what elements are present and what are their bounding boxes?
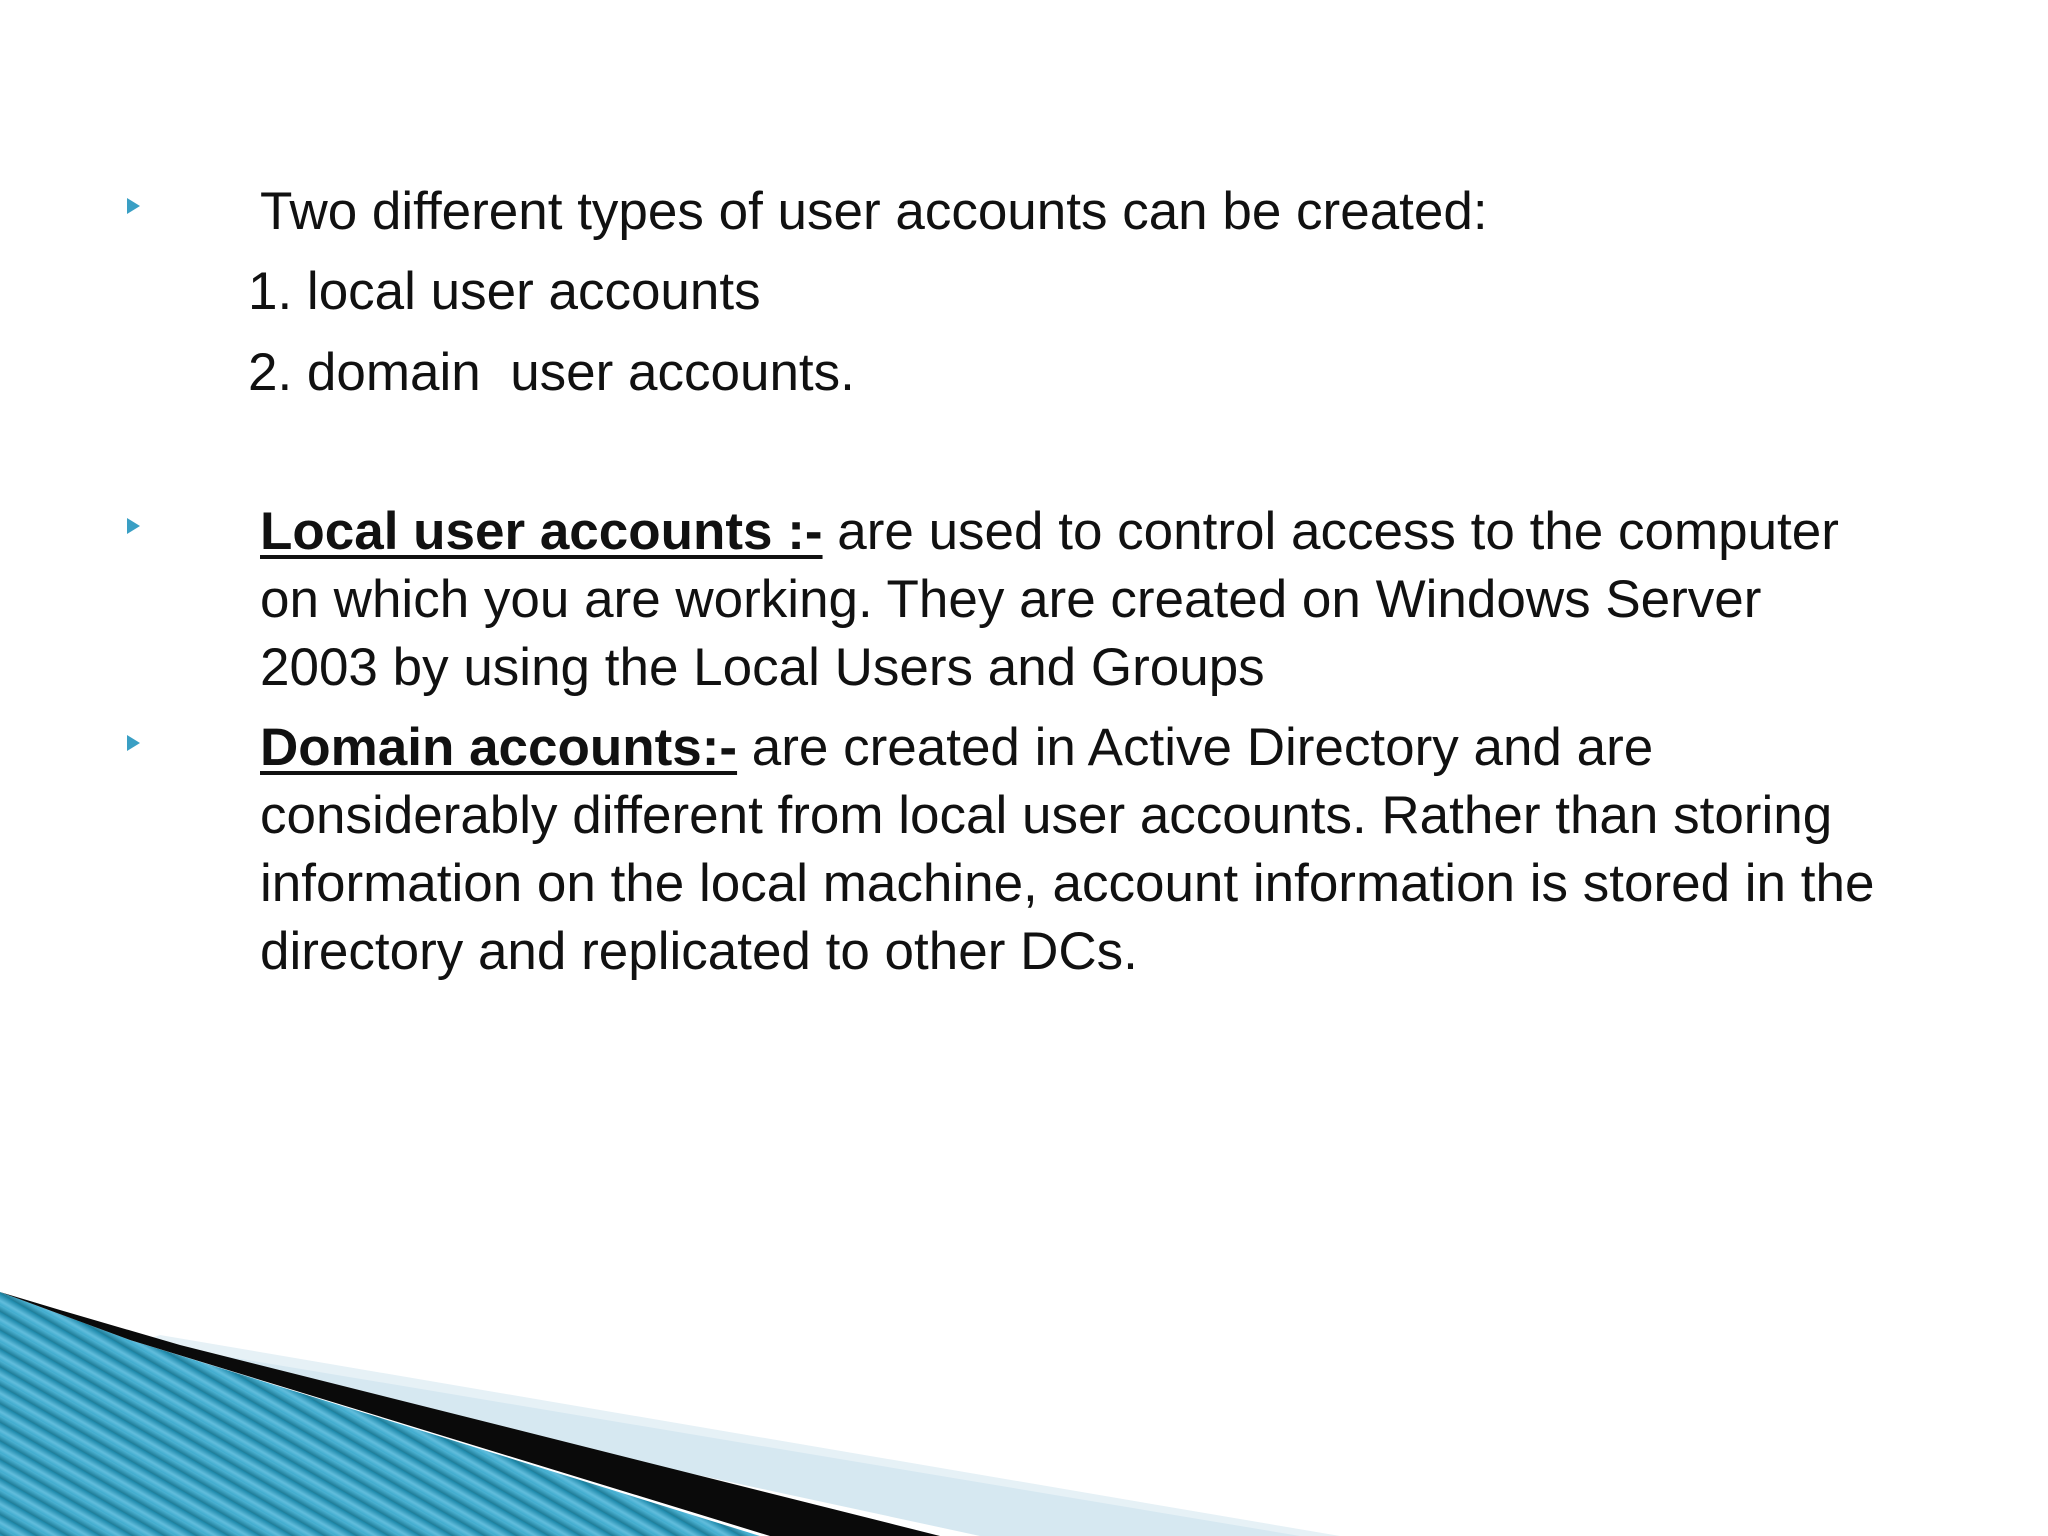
local-accounts-term: Local user accounts :- (260, 502, 823, 561)
domain-accounts-term: Domain accounts:- (260, 718, 738, 777)
intro-text: Two different types of user accounts can be created: (260, 182, 1488, 241)
list-item-domain: 2. domain user accounts. (248, 343, 855, 402)
list-item-local: 1. local user accounts (248, 262, 761, 321)
domain-accounts-description: are created in Active Directory and are considerably different from local user accounts. Rather than storing information on the local machine, account information is stored in the directory and replicated to other DCs. (260, 718, 1875, 981)
local-accounts-description: are used to control access to the computer on which you are working. They are created on Windows Server 2003 by using the Local Users and Groups (260, 502, 1839, 697)
